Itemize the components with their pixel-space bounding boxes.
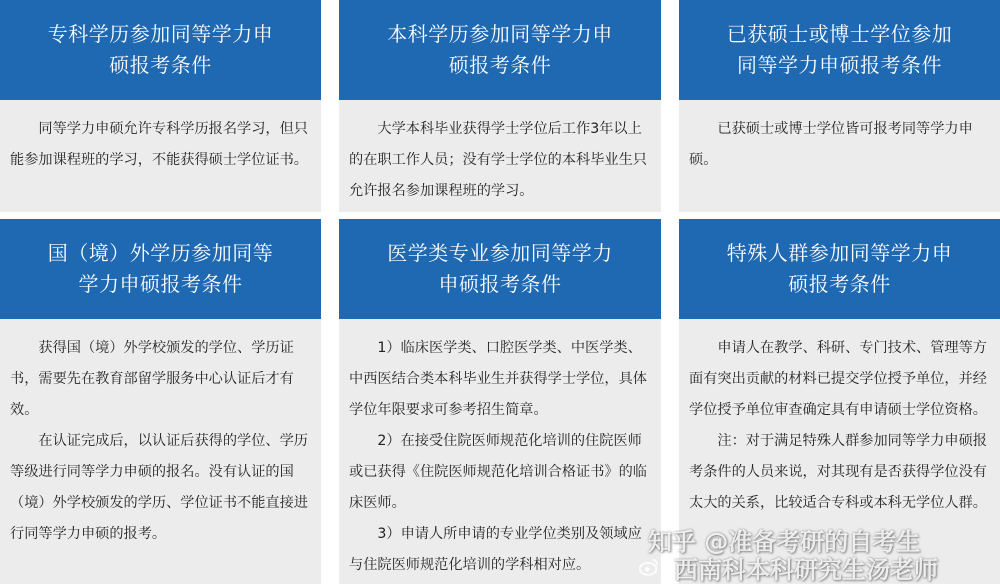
card-paragraph: 在认证完成后，以认证后获得的学位、学历等级进行同等学力申硕的报名。没有认证的国（境）外学校颁发的学历、学位证书不能直接进行同等学力申硕的报考。 [10, 433, 308, 542]
card-special-groups [679, 219, 1000, 584]
card-title: 医学类专业参加同等学力 申硕报考条件 [339, 219, 661, 319]
card-title: 本科学历参加同等学力申 硕报考条件 [339, 0, 661, 100]
card-paragraph: 同等学力申硕允许专科学历报名学习，但只能参加课程班的学习，不能获得硕士学位证书。 [10, 121, 308, 168]
card-master-doctor-degree [679, 0, 1000, 212]
watermark-line-zhihu: 知乎 @准备考研的自考生 [648, 528, 921, 556]
card-paragraph: 注：对于满足特殊人群参加同等学力申硕报考条件的人员来说，对其现有是否获得学位没有太大的关系，比较适合专科或本科无学位人群。 [689, 433, 987, 511]
card-medical-major [339, 219, 661, 584]
card-paragraph: 2）在接受住院医师规范化培训的住院医师或已获得《住院医师规范化培训合格证书》的临床医师。 [349, 433, 647, 511]
card-specialist-degree [0, 0, 321, 212]
card-paragraph: 获得国（境）外学校颁发的学位、学历证书，需要先在教育部留学服务中心认证后才有效。 [10, 340, 294, 418]
card-paragraph: 1）临床医学类、口腔医学类、中医学类、中西医结合类本科毕业生并获得学士学位，具体学位年限要求可参考招生简章。 [349, 340, 647, 418]
card-title: 国（境）外学历参加同等 学力申硕报考条件 [0, 219, 321, 319]
card-body [679, 319, 1000, 584]
card-title: 特殊人群参加同等学力申 硕报考条件 [679, 219, 1000, 319]
card-paragraph: 3）申请人所申请的专业学位类别及领域应与住院医师规范化培训的学科相对应。 [349, 526, 642, 573]
card-body [339, 319, 661, 584]
card-body [0, 319, 321, 584]
card-bachelor-degree [339, 0, 661, 212]
card-paragraph: 已获硕士或博士学位皆可报考同等学力申硕。 [689, 121, 973, 168]
watermark-line-weibo: 西南科本科研究生汤老师 [674, 556, 938, 584]
card-title: 专科学历参加同等学力申 硕报考条件 [0, 0, 321, 100]
card-title: 已获硕士或博士学位参加 同等学力申硕报考条件 [679, 0, 1000, 100]
card-overseas-degree [0, 219, 321, 584]
card-paragraph: 申请人在教学、科研、专门技术、管理等方面有突出贡献的材料已提交学位授予单位，并经学位授予单位审查确定具有申请硕士学位资格。 [689, 340, 987, 418]
card-body [679, 100, 1000, 212]
card-body [339, 100, 661, 212]
card-paragraph: 大学本科毕业获得学士学位后工作3年以上的在职工作人员；没有学士学位的本科毕业生只允许报名参加课程班的学习。 [349, 121, 647, 199]
card-body [0, 100, 321, 212]
